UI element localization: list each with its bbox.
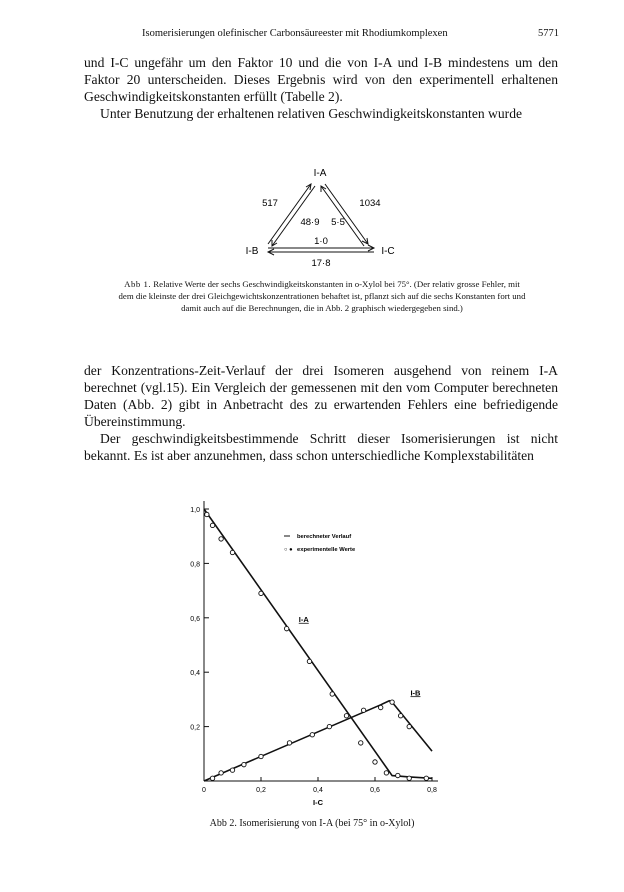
y-tick-label: 0,6 (190, 615, 200, 623)
arrow-a-to-b (272, 186, 315, 246)
figure-1-caption-text: Relative Werte der sechs Geschwindigkeitskonstanten in o-Xylol bei 75°. (Der relativ grosse Fehler, mit dem die kleinste der drei Gleichgewichtskonzentrationen behaftet ist, pflanzt sich auf die sechs Konstanten fort und damit auch auf die Berechnungen, die in Abb. 2 graphisch wiedergegeben sind.) (118, 279, 526, 313)
figure-1-caption-label: Abb 1. (124, 279, 152, 289)
data-point-i-a (373, 760, 377, 764)
data-point-i-a (424, 776, 428, 780)
data-point-i-a (307, 659, 311, 663)
figure-2-caption: Abb 2. Isomerisierung von I-A (bei 75° in o-Xylol) (209, 818, 415, 829)
node-i-b: I-B (245, 246, 259, 257)
data-point-i-a (205, 512, 209, 516)
data-point-i-b (361, 708, 365, 712)
data-point-i-b (310, 733, 314, 737)
node-i-a: I-A (313, 168, 327, 179)
legend-points-label: experimentelle Werte (297, 547, 356, 553)
paragraph-2: Unter Benutzung der erhaltenen relativen Geschwindigkeitskonstanten wurde (100, 106, 523, 121)
node-i-c: I-C (381, 246, 395, 257)
y-tick-label: 1,0 (190, 507, 200, 514)
rate-c-to-a: 5·5 (331, 217, 345, 228)
arrow-b-to-a (268, 184, 311, 244)
x-tick-label: 0,6 (370, 787, 380, 794)
data-point-i-b (407, 724, 411, 728)
rate-a-to-b: 517 (262, 198, 278, 209)
data-point-i-b (287, 741, 291, 745)
data-point-i-b (230, 768, 234, 772)
data-point-i-a (284, 626, 288, 630)
arrow-a-to-c (325, 184, 368, 244)
data-point-i-a (396, 773, 400, 777)
data-point-i-a (259, 591, 263, 595)
rate-a-to-c: 1034 (359, 198, 381, 209)
y-tick-label: 0,2 (190, 724, 200, 732)
arrowhead-a-to-c (362, 238, 368, 244)
data-point-i-b (219, 771, 223, 775)
data-point-i-b (327, 724, 331, 728)
curve-label-i-a: I-A (298, 614, 309, 624)
data-point-i-a (219, 537, 223, 541)
data-point-i-a (230, 550, 234, 554)
figure-1-caption (116, 278, 528, 314)
paragraph-3: der Konzentrations-Zeit-Verlauf der drei Isomeren ausgehend von reinem I-A berechnet (vgl.15). Ein Vergleich der gemessenen mit den vom Computer berechneten Daten (Abb. 2) gibt in Anbetracht des zu erwartenden Fehlers eine befriedigende Übereinstimmung. (84, 363, 558, 429)
data-point-i-b (210, 776, 214, 780)
figure-1-reaction-scheme (240, 162, 400, 270)
data-point-i-a (384, 771, 388, 775)
figure-2-chart (160, 495, 460, 810)
x-tick-label: 0,8 (427, 787, 437, 794)
data-point-i-b (398, 714, 402, 718)
data-point-i-a (407, 776, 411, 780)
running-header (0, 24, 624, 42)
data-point-i-a (210, 523, 214, 527)
x-tick-label: 0 (202, 787, 206, 794)
data-point-i-b (390, 700, 394, 704)
data-point-i-a (359, 741, 363, 745)
data-point-i-a (330, 692, 334, 696)
y-tick-label: 0,8 (190, 561, 200, 569)
page-number: 5771 (538, 28, 559, 39)
paragraph-1: und I-C ungefähr um den Faktor 10 und die von I-A und I-B mindestens um den Faktor 20 unterscheiden. Dieses Ergebnis wird von den experimentell erhaltenen Geschwindigkeitskonstanten erfüllt (Tabelle 2). (84, 55, 558, 104)
rate-c-to-b: 17·8 (311, 258, 331, 269)
data-point-i-b (242, 762, 246, 766)
data-point-i-b (379, 705, 383, 709)
curve-label-i-b: I-B (410, 688, 421, 698)
series-line-i-b (204, 701, 432, 781)
rate-b-to-a: 48·9 (300, 217, 320, 228)
rate-b-to-c: 1·0 (314, 236, 328, 247)
data-point-i-b (259, 754, 263, 758)
x-axis-label: I-C (313, 798, 323, 807)
y-tick-label: 0,4 (190, 670, 200, 678)
data-point-i-b (344, 714, 348, 718)
legend-line-label: berechneter Verlauf (297, 534, 352, 540)
x-tick-label: 0,4 (313, 787, 323, 794)
paragraph-4: Der geschwindigkeitsbestimmende Schritt dieser Isomerisierungen ist nicht bekannt. Es ist aber anzunehmen, dass schon unterschiedliche Komplexstabilitäten (84, 431, 558, 463)
running-title: Isomerisierungen olefinischer Carbonsäureester mit Rhodiumkomplexen (142, 28, 448, 39)
legend-point-symbols: ○ ● (284, 547, 293, 553)
x-tick-label: 0,2 (256, 787, 266, 794)
